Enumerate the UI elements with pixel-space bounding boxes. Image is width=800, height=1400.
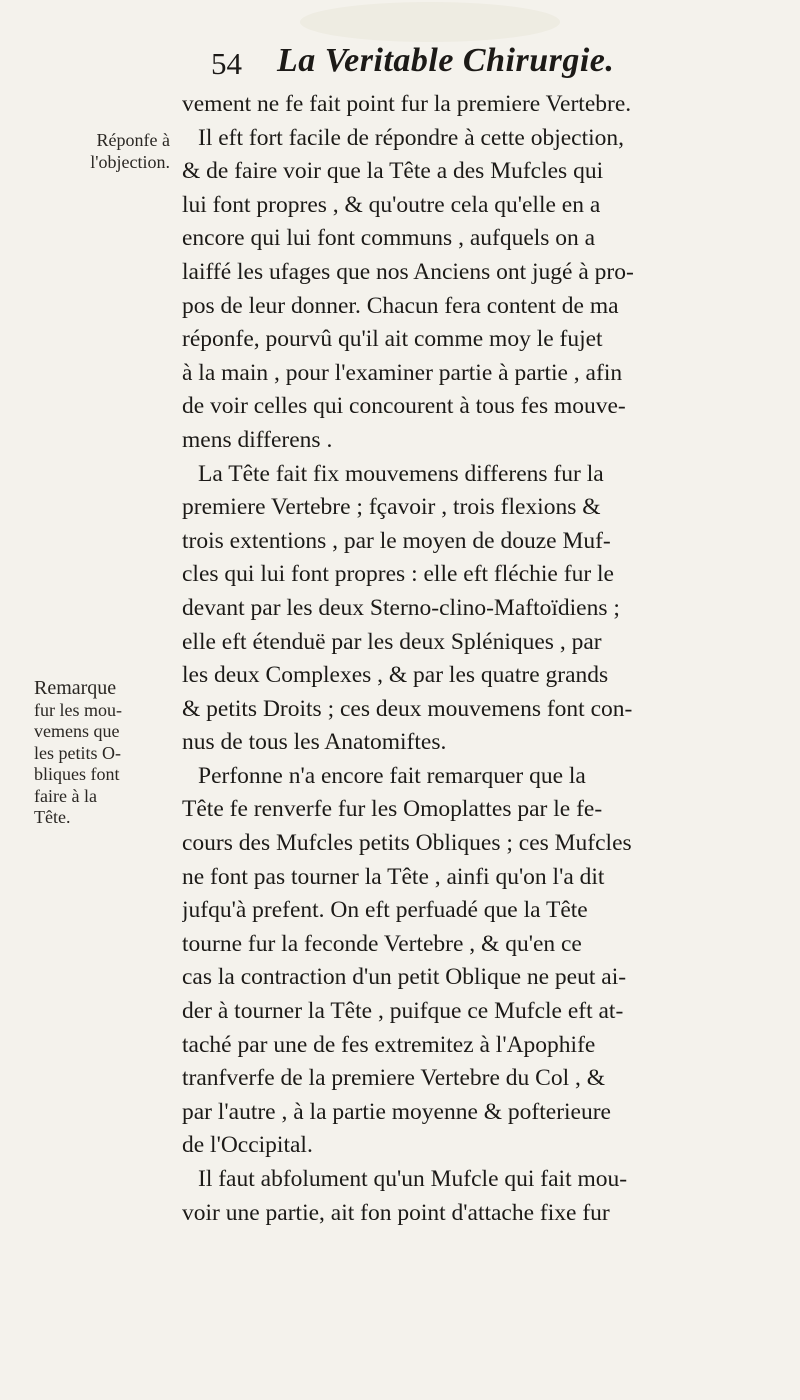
text-line: & de faire voir que la Tête a des Mufcles qui bbox=[182, 158, 604, 185]
text-line: les deux Complexes , & par les quatre grands bbox=[182, 662, 609, 689]
text-line: elle eft étenduë par les deux Spléniques , par bbox=[182, 628, 602, 655]
text-line: vement ne fe fait point fur la premiere Vertebre. bbox=[182, 91, 632, 117]
text-line: trois extentions , par le moyen de douze Muf- bbox=[182, 527, 611, 554]
margin-note-remarque bbox=[34, 678, 184, 829]
text-line: de voir celles qui concourent à tous fes mouve- bbox=[182, 393, 626, 420]
text-line: der à tourner la Tête , puifque ce Mufcle eft at- bbox=[182, 998, 624, 1025]
text-line: taché par une de fes extremitez à l'Apophife bbox=[182, 1031, 596, 1058]
text-line: laiffé les ufages que nos Anciens ont jugé à pro- bbox=[182, 258, 634, 285]
text-line: réponfe, pourvû qu'il ait comme moy le fujet bbox=[182, 326, 603, 353]
margin-note-line: Réponfe à bbox=[96, 130, 170, 150]
text-line: cles qui lui font propres : elle eft fléchie fur le bbox=[182, 561, 614, 588]
margin-note-line: bliques font bbox=[34, 764, 120, 784]
page-header bbox=[195, 40, 755, 84]
margin-note-line: vemens que bbox=[34, 721, 120, 741]
margin-note-reponse bbox=[10, 130, 170, 173]
margin-note-line: Remarque bbox=[34, 677, 117, 699]
text-line: pos de leur donner. Chacun fera content de ma bbox=[182, 292, 619, 319]
text-line: Il faut abfolument qu'un Mufcle qui fait mou- bbox=[198, 1166, 628, 1192]
text-line: premiere Vertebre ; fçavoir , trois flexions & bbox=[182, 494, 601, 521]
text-line: Perfonne n'a encore fait remarquer que la bbox=[198, 762, 586, 789]
page-number: 54 bbox=[211, 46, 242, 81]
text-line: lui font propres , & qu'outre cela qu'elle en a bbox=[182, 191, 601, 218]
text-line: par l'autre , à la partie moyenne & pofterieure bbox=[182, 1098, 611, 1125]
text-line: Il eft fort facile de répondre à cette objection, bbox=[198, 124, 625, 151]
text-line: à la main , pour l'examiner partie à partie , afin bbox=[182, 359, 623, 386]
paper-stain bbox=[300, 2, 560, 42]
text-line: tranfverfe de la premiere Vertebre du Col , & bbox=[182, 1065, 606, 1092]
text-line: jufqu'à prefent. On eft perfuadé que la Tête bbox=[182, 897, 588, 924]
text-line: mens differens . bbox=[182, 426, 333, 453]
margin-note-line: fur les mou- bbox=[34, 699, 122, 720]
text-line: encore qui lui font communs , aufquels on a bbox=[182, 225, 596, 252]
margin-note-line: l'objection. bbox=[90, 151, 170, 172]
text-line: cas la contraction d'un petit Oblique ne peut ai- bbox=[182, 964, 627, 991]
text-line: & petits Droits ; ces deux mouvemens font con- bbox=[182, 695, 633, 722]
text-line: ne font pas tourner la Tête , ainfi qu'on l'a dit bbox=[182, 863, 605, 890]
running-title: La Veritable Chirurgie. bbox=[277, 42, 615, 79]
text-line: La Tête fait fix mouvemens differens fur la bbox=[198, 460, 604, 487]
body-text bbox=[182, 88, 782, 1230]
margin-note-line: faire à la bbox=[34, 785, 97, 806]
text-line: devant par les deux Sterno-clino-Maftoïdiens ; bbox=[182, 594, 620, 621]
text-line: voir une partie, ait fon point d'attache fixe fur bbox=[182, 1199, 610, 1226]
text-line: tourne fur la feconde Vertebre , & qu'en ce bbox=[182, 930, 582, 957]
text-line: de l'Occipital. bbox=[182, 1132, 313, 1159]
margin-note-line: Tête. bbox=[34, 807, 71, 827]
margin-note-line: les petits O- bbox=[34, 742, 121, 763]
text-line: Tête fe renverfe fur les Omoplattes par le fe- bbox=[182, 796, 603, 823]
text-line: nus de tous les Anatomiftes. bbox=[182, 729, 447, 756]
text-line: cours des Mufcles petits Obliques ; ces Mufcles bbox=[182, 830, 632, 857]
